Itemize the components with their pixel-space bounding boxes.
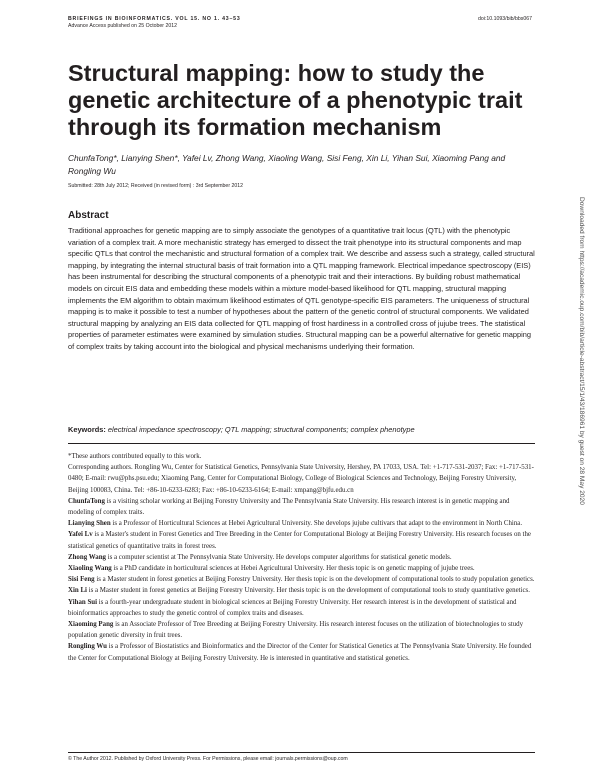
bio-author-name: Lianying Shen — [68, 520, 111, 528]
bio-author-name: Rongling Wu — [68, 643, 108, 651]
bio-author-name: Xiaoling Wang — [68, 565, 112, 573]
keywords-text: electrical impedance spectroscopy; QTL mapping; structural components; complex phenotype — [107, 425, 415, 434]
author-bio — [68, 574, 536, 585]
download-watermark: Downloaded from https://academic.oup.com/bib/article-abstract/15/1/43/186961 by guest on 28 May 2020 — [578, 197, 585, 505]
equal-contribution-note: *These authors contributed equally to this work. — [68, 453, 202, 460]
bio-author-name: Zhong Wang — [68, 553, 106, 561]
bio-text: is an Associate Professor of Tree Breeding at Beijing Forestry University. His research interest focuses on the utilization of biotechnologies to study population genetic diversity in fruit trees. — [68, 621, 524, 640]
bio-text: is a computer scientist at The Pennsylvania State University. He develops computer algorithms for statistical genetic models. — [105, 553, 452, 561]
author-bio — [68, 496, 536, 518]
bio-text: is a Master student in forest genetics at Beijing Forestry University. Her thesis topic is on the development of computational tools to study population genetics. — [94, 576, 535, 584]
copyright-footer: © The Author 2012. Published by Oxford University Press. For Permissions, please email: journals.permissions@oup.com — [68, 756, 348, 762]
advance-access-note: Advance Access published on 25 October 2012 — [68, 23, 178, 29]
bio-text: is a Master student in forest genetics at Beijing Forestry University. Her thesis topic is on the development of computational tools to study quantitative genetics. — [86, 587, 530, 595]
bio-text: is a fourth-year undergraduate student in biological sciences at Beijing Forestry University. Her research interest is in the development of statistical and bioinformatics approaches to study the genetic control of complex traits and diseases. — [68, 598, 517, 617]
bio-author-name: Sisi Feng — [68, 576, 95, 584]
author-bio — [68, 585, 536, 596]
bio-author-name: ChunfaTong — [68, 497, 105, 505]
keywords-label: Keywords: — [68, 425, 106, 434]
bio-text: is a visiting scholar working at Beijing Forestry University and The Pennsylvania State University. His research interest is in genetic mapping and modeling of complex traits. — [68, 497, 510, 517]
bio-text: is a PhD candidate in horticultural sciences at Hebei Agricultural University. Her thesis topic is on genetic mapping of jujube trees. — [111, 565, 475, 573]
bio-text: is a Master's student in Forest Genetics and Tree Breeding in the Center for Computational Biology at Beijing Forestry University. His research focuses on the statistical genetics of quantitative traits in forest trees. — [68, 531, 531, 550]
bio-author-name: Xiaoming Pang — [68, 621, 114, 629]
author-bio — [68, 597, 536, 619]
footer-divider — [68, 752, 535, 753]
author-bio — [68, 529, 536, 551]
article-title: Structural mapping: how to study the genetic architecture of a phenotypic trait through its formation mechanism — [68, 60, 523, 140]
abstract-heading: Abstract — [68, 210, 109, 221]
journal-name: BRIEFINGS IN BIOINFORMATICS. VOL 15. NO 1. 43–53 — [68, 16, 241, 22]
keywords — [68, 425, 538, 435]
author-notes — [68, 451, 536, 664]
author-bios — [68, 496, 536, 664]
submission-dates: Submitted: 28th July 2012; Received (in revised form) : 3rd September 2012 — [68, 183, 244, 189]
abstract-text: Traditional approaches for genetic mapping are to simply associate the genotypes of a quantitative trait locus (QTL) with the phenotypic variation of a complex trait. A more mechanistic strategy has emerged to dissect the trait phenotype into its structural components and map specific QTLs that control the mechanistic and structural formation of a complex trait. We describe and assess such a strategy, called structural mapping, by integrating the internal structural basis of trait formation into a QTL mapping framework. Electrical impedance spectroscopy (EIS) has been instrumental for describing the structural components of a phenotypic trait and their interactions. By building robust mathematical models on circuit EIS data and embedding these models within a mixture model-based likelihood for QTL mapping, structural mapping implements the EM algorithm to obtain maximum likelihood estimates of QTL genotype-specific EIS parameters. The uniqueness of structural mapping is to make it possible to test a number of hypotheses about the pattern of the genetic control of structural components. We validated structural mapping by analyzing an EIS data collected for QTL mapping of frost hardiness in a controlled cross of jujube trees. The statistical properties of parameter estimates were examined by simulation studies. Structural mapping can be a powerful alternative for genetic mapping of complex traits by taking account into the biological and physical mechanisms underlying their formation. — [68, 226, 535, 351]
author-bio — [68, 563, 536, 574]
bio-text: is a Professor of Horticultural Sciences at Hebei Agricultural University. She develops jujube cultivars that adapt to the environment in North China. — [110, 520, 523, 528]
bio-author-name: Yihan Sui — [68, 598, 98, 606]
author-bio — [68, 641, 536, 663]
correspondence-note: Corresponding authors. Rongling Wu, Center for Statistical Genetics, Pennsylvania State University, Hershey, PA 17033, USA. Tel: +1-717-531-2037; Fax: +1-717-531-0480; E-mail: rwu@phs.psu.edu; Xiaoming Pang, Center for Computational Biology, College of Biological Sciences and Technology, Beijing Forestry University, Beijing 100083, China. Tel: +86-10-6233-6283; Fax: +86-10-6233-6164; E-mail: xmpang@bjfu.edu.cn — [68, 464, 534, 494]
bio-text: is a Professor of Biostatistics and Bioinformatics and the Director of the Center for Statistical Genetics at The Pennsylvania State University. He founded the Center for Computational Biology at Beijing Forestry University. He is interested in quantitative and statistical genetics. — [68, 643, 532, 662]
journal-header — [68, 16, 532, 30]
author-bio — [68, 619, 536, 641]
bio-author-name: Xin Li — [68, 587, 87, 595]
bio-author-name: Yafei Lv — [68, 531, 93, 539]
author-bio — [68, 552, 536, 563]
author-list: ChunfaTong*, Lianying Shen*, Yafei Lv, Zhong Wang, Xiaoling Wang, Sisi Feng, Xin Li, Yihan Sui, Xiaoming Pang and Rongling Wu — [68, 153, 506, 176]
doi[interactable]: doi:10.1093/bib/bbs067 — [478, 16, 532, 22]
author-bio — [68, 518, 536, 529]
divider — [68, 443, 535, 444]
